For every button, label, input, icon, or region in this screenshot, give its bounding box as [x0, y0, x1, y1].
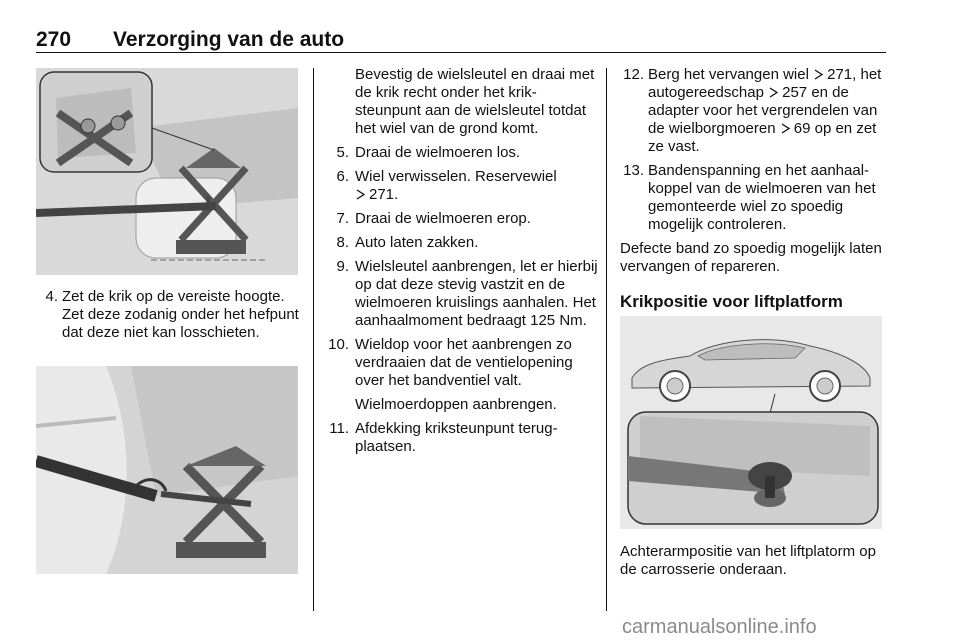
- page-reference: 271.: [369, 186, 399, 203]
- page-reference-icon: [768, 87, 779, 98]
- step-number: 5.: [336, 144, 349, 161]
- list-item: [326, 210, 598, 228]
- steps-list-column-1: [36, 288, 301, 348]
- step-text: Bandenspanning en het aanhaal-koppel van de wielmoeren van het gemonteerde wiel zo spoedig mogelijk controleren.: [648, 162, 876, 233]
- step-number: 10.: [328, 336, 349, 353]
- step-text: Wiel verwisselen. Reservewiel: [355, 168, 557, 185]
- paragraph: Defecte band zo spoedig mogelijk laten vervangen of repareren.: [620, 240, 882, 275]
- list-item: [326, 336, 598, 414]
- step-number: 12.: [623, 66, 644, 83]
- list-item: 12. Berg het vervangen wiel 271, het autogereedschap 257 en de adapter voor het vergrendelen van de wielborgmoeren 69 op en zet ze vast.: [620, 66, 888, 156]
- step-text: Wielsleutel aanbrengen, let er hierbij op dat deze stevig vastzit en de wielmoeren kruislings aanhalen. Het aanhaalmoment bedraagt 125 Nm.: [355, 258, 598, 329]
- jack-detail-figure: [36, 68, 298, 275]
- list-item: [326, 168, 598, 204]
- step-number: 8.: [336, 234, 349, 251]
- step-number: 13.: [623, 162, 644, 179]
- jack-wrench-figure: [36, 366, 298, 574]
- column-3: [620, 66, 888, 312]
- list-item: [620, 162, 888, 234]
- list-item: [326, 420, 598, 456]
- steps-list-column-3: [620, 66, 888, 234]
- page-title: Verzorging van de auto: [113, 28, 345, 51]
- step-number: 9.: [336, 258, 349, 275]
- list-item: [326, 258, 598, 330]
- page-reference-icon: [780, 123, 791, 134]
- step-number: 4.: [45, 288, 58, 305]
- step-subtext: Wielmoerdoppen aanbrengen.: [355, 396, 557, 413]
- section-heading: Krikpositie voor liftplatform: [620, 292, 843, 311]
- header-divider: [36, 52, 886, 53]
- step-text: Draai de wielmoeren los.: [355, 144, 521, 161]
- figure-caption: Achterarmpositie van het liftplatorm op de carrosserie onderaan.: [620, 543, 876, 578]
- page-reference-icon: [813, 69, 824, 80]
- column-divider-1: [313, 68, 314, 611]
- page-reference: 69: [793, 120, 811, 137]
- step-text: Zet de krik op de vereiste hoogte. Zet deze zodanig onder het hefpunt dat deze niet kan losschieten.: [62, 288, 299, 341]
- page-reference-icon: [355, 189, 366, 200]
- column-2: [326, 66, 598, 462]
- step-number: 11.: [329, 420, 349, 437]
- steps-list-column-2: [326, 144, 598, 456]
- list-item: [326, 234, 598, 252]
- page-header: [36, 28, 886, 54]
- page-number: 270: [36, 28, 72, 51]
- step-text: Draai de wielmoeren erop.: [355, 210, 531, 227]
- step-number: 6.: [336, 168, 349, 185]
- list-item: [326, 144, 598, 162]
- page-reference: 271,: [827, 66, 857, 83]
- watermark: carmanualsonline.info: [622, 616, 817, 638]
- column-divider-2: [606, 68, 607, 611]
- list-item: [36, 288, 301, 342]
- step-continuation: Bevestig de wielsleutel en draai met de krik recht onder het krik-steunpunt aan de wielsleutel totdat het wiel van de grond komt.: [355, 66, 595, 137]
- step-text: Auto laten zakken.: [355, 234, 479, 251]
- lift-platform-figure: [620, 316, 882, 529]
- step-number: 7.: [336, 210, 349, 227]
- page-reference: 257: [782, 84, 808, 101]
- step-text: Wieldop voor het aanbrengen zo verdraaien dat de ventielopening over het bandventiel valt.: [355, 336, 573, 389]
- step-text: Afdekking kriksteunpunt terug-plaatsen.: [355, 420, 558, 455]
